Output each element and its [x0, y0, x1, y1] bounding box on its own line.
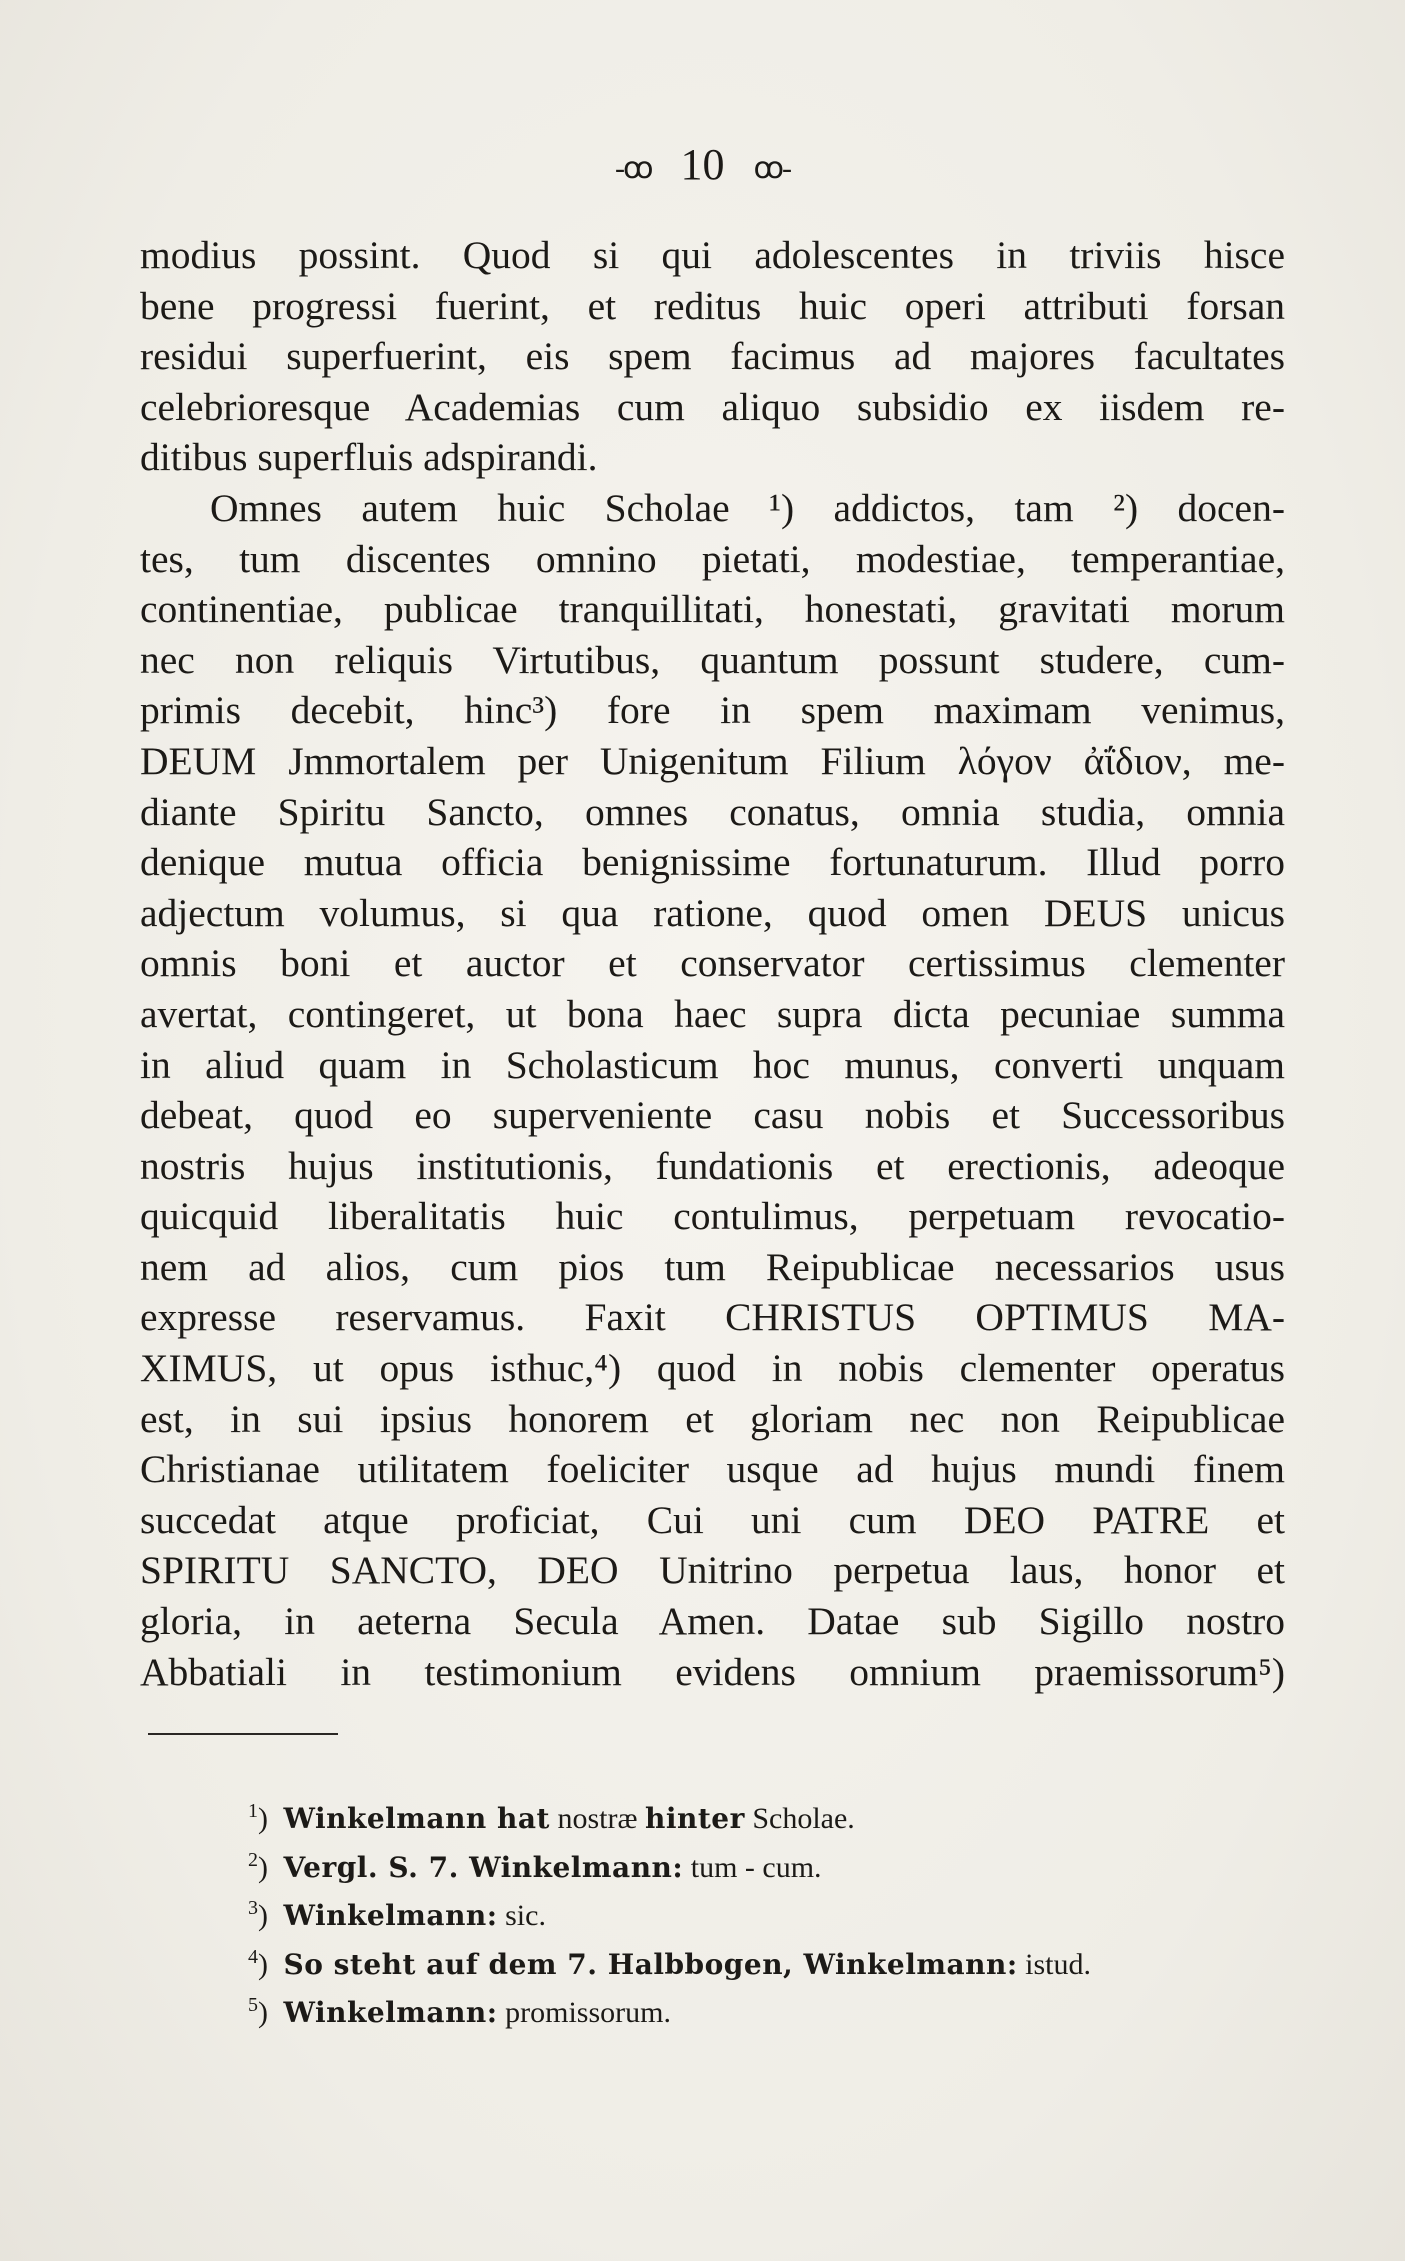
footnote-german: hinter [644, 1802, 745, 1835]
text-line: omnis boni et auctor et conservator certissimus clementer [140, 941, 1285, 986]
footnote-mark: $^5$) [248, 1994, 268, 2029]
text-line: est, in sui ipsius honorem et gloriam nec non Reipublicae [140, 1396, 1285, 1441]
text-line: tes, tum discentes omnino pietati, modestiae, temperantiae, [140, 536, 1285, 581]
text-line: continentiae, publicae tranquillitati, honestati, gravitati morum [140, 587, 1285, 632]
footnote-mark: $^2$) [248, 1848, 268, 1884]
text-line: nem ad alios, cum pios tum Reipublicae necessarios usus [140, 1244, 1285, 1289]
text-line: succedat atque proficiat, Cui uni cum DEO PATRE et [140, 1497, 1285, 1542]
text-line: Christianae utilitatem foeliciter usque ad hujus mundi finem [140, 1447, 1285, 1492]
footnote-german: Vergl. S. 7. Winkelmann: [283, 1850, 684, 1884]
footnote-item [248, 1884, 1091, 1933]
footnote-item [248, 1981, 1091, 2030]
footnote-latin: tum - cum. [690, 1850, 822, 1884]
text-line: XIMUS, ut opus isthuc,⁴) quod in nobis clementer operatus [140, 1346, 1285, 1391]
footnote-german: So steht auf dem 7. Halbbogen, Winkelmann: [283, 1947, 1018, 1981]
footnote-mark: $^1$) [248, 1800, 268, 1835]
text-line: Omnes autem huic Scholae ¹) addictos, tam ²) docen- [210, 485, 1285, 530]
text-line: adjectum volumus, si qua ratione, quod omen DEUS unicus [140, 890, 1285, 935]
text-line: bene progressi fuerint, et reditus huic operi attributi forsan [140, 283, 1285, 328]
main-text [140, 230, 1285, 1697]
ornament-right-icon: ꝏ- [753, 151, 791, 185]
text-line: ditibus superfluis adspirandi. [140, 435, 598, 480]
footnote-german: Winkelmann: [283, 1996, 498, 2029]
footnote-item [248, 1933, 1091, 1982]
text-line: primis decebit, hinc³) fore in spem maximam venimus, [140, 688, 1285, 733]
footnote-item [248, 1787, 1091, 1836]
text-line: expresse reservamus. Faxit CHRISTUS OPTIMUS MA- [140, 1295, 1285, 1340]
text-line: in aliud quam in Scholasticum hoc munus, converti unquam [140, 1042, 1285, 1087]
text-line: nostris hujus institutionis, fundationis et erectionis, adeoque [140, 1143, 1285, 1188]
footnotes [248, 1787, 1091, 2030]
text-line: modius possint. Quod si qui adolescentes in triviis hisce [140, 233, 1285, 277]
footnote-latin: istud. [1025, 1947, 1092, 1981]
text-line: denique mutua officia benignissime fortunaturum. Illud porro [140, 840, 1285, 885]
footnote-german: Winkelmann: [283, 1899, 498, 1932]
footnote-latin: Scholae. [752, 1802, 855, 1835]
text-line: gloria, in aeterna Secula Amen. Datae sub Sigillo nostro [140, 1599, 1285, 1644]
text-line: celebrioresque Academias cum aliquo subsidio ex iisdem re- [140, 384, 1285, 429]
footnote-german: Winkelmann hat [283, 1802, 550, 1835]
text-line: diante Spiritu Sancto, omnes conatus, omnia studia, omnia [140, 789, 1285, 834]
text-line: quicquid liberalitatis huic contulimus, perpetuam revocatio- [140, 1194, 1285, 1239]
footnote-item [248, 1836, 1091, 1885]
text-line: nec non reliquis Virtutibus, quantum possunt studere, cum- [140, 637, 1285, 682]
footnote-divider [148, 1733, 338, 1735]
page-header [0, 140, 1405, 194]
text-line: SPIRITU SANCTO, DEO Unitrino perpetua laus, honor et [140, 1548, 1285, 1593]
text-line: Abbatiali in testimonium evidens omnium praemissorum⁵) [140, 1649, 1285, 1694]
footnote-latin: nostræ [557, 1802, 638, 1835]
ornament-left-icon: -ꝏ [614, 151, 652, 185]
page-number: 10 [680, 140, 725, 189]
footnote-latin: promissorum. [505, 1996, 671, 2029]
text-line: DEUM Jmmortalem per Unigenitum Filium λόγον ἀΐδιον, me- [140, 738, 1285, 783]
footnote-latin: sic. [505, 1899, 546, 1932]
footnote-mark: $^3$) [248, 1897, 268, 1932]
text-line: residui superfuerint, eis spem facimus ad majores facultates [140, 334, 1285, 379]
text-line: avertat, contingeret, ut bona haec supra dicta pecuniae summa [140, 991, 1285, 1036]
footnote-mark: $^4$) [248, 1945, 268, 1981]
text-line: debeat, quod eo superveniente casu nobis et Successoribus [140, 1093, 1285, 1138]
